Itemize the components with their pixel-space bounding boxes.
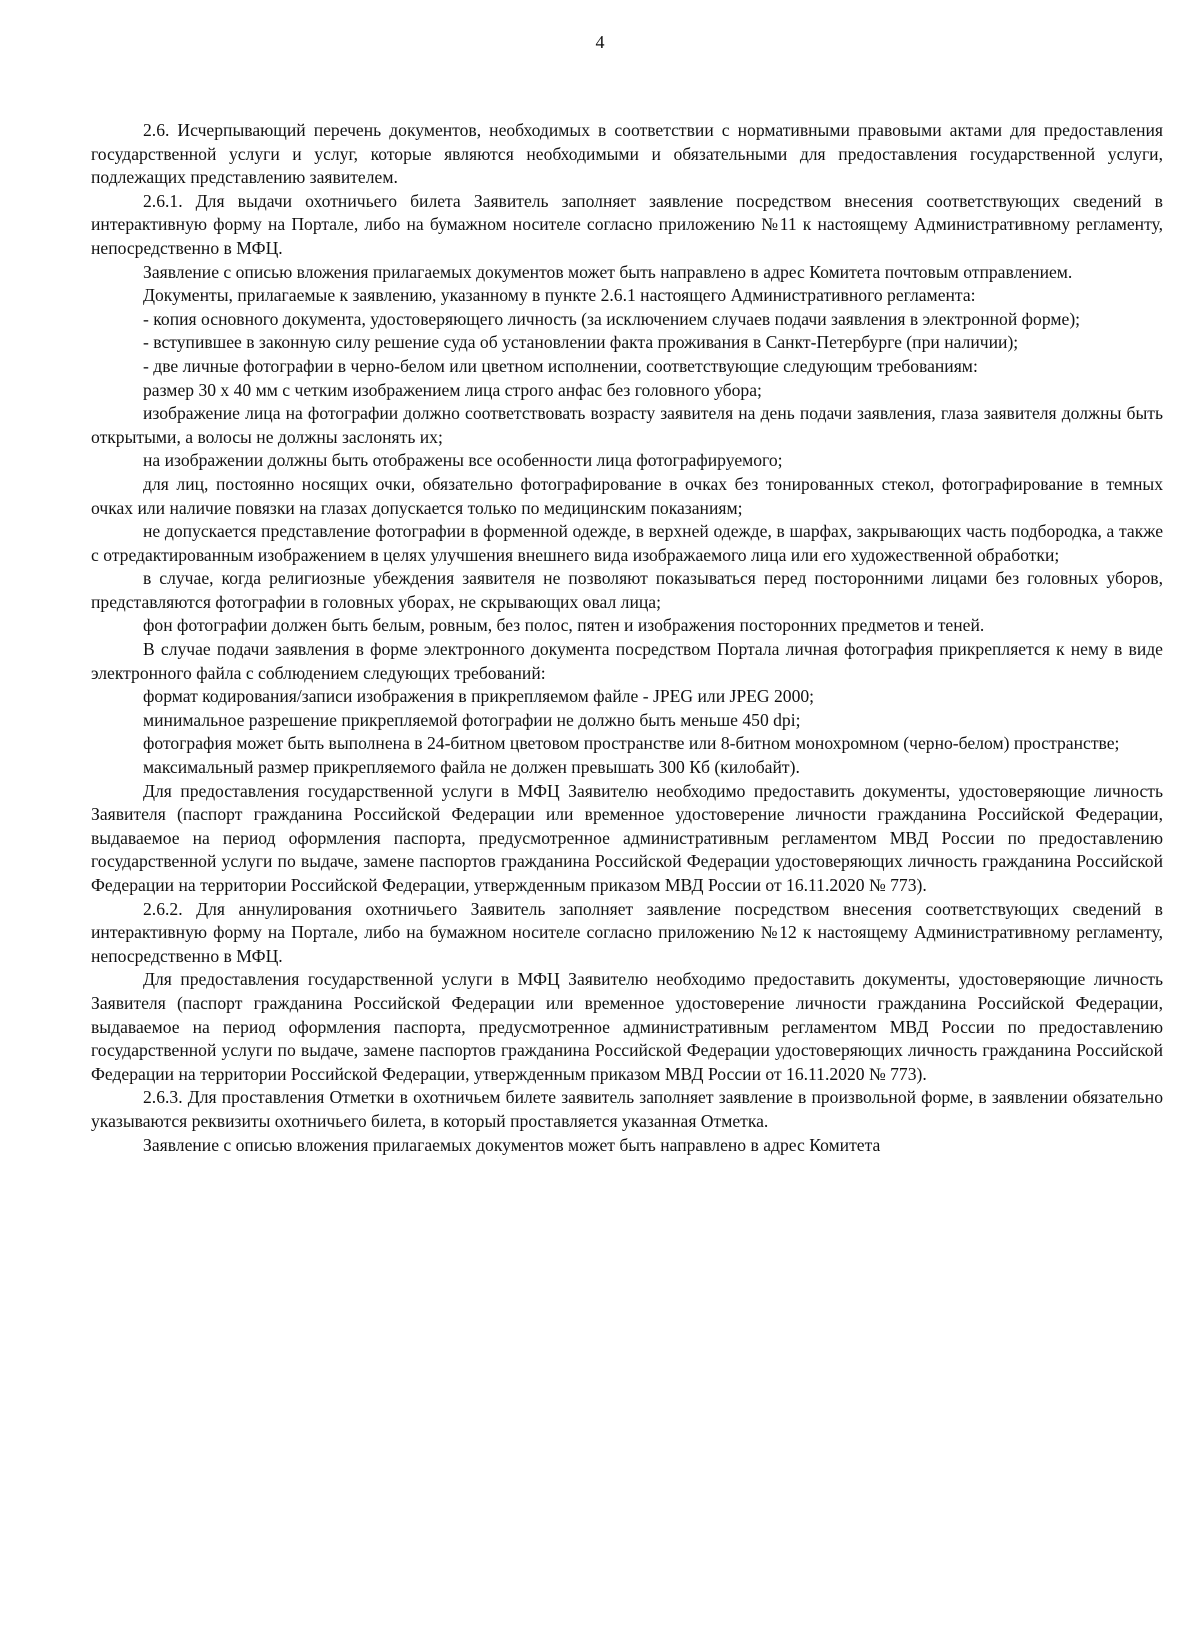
list-item-identity-copy: - копия основного документа, удостоверяющего личность (за исключением случаев подачи заявления в электронной форме);: [143, 308, 1081, 329]
paragraph-2-6-1: 2.6.1. Для выдачи охотничьего билета Заявитель заполняет заявление посредством внесения соответствующих сведений в интерактивную форму на Портале, либо на бумажном носителе согласно приложению №11 к настоящему Административному регламенту, непосредственно в МФЦ.: [91, 190, 1163, 258]
paragraph-2-6-heading: 2.6. Исчерпывающий перечень документов, необходимых в соответствии с нормативными правовыми актами для предоставления государственной услуги и услуг, которые являются необходимыми и обязательными для предоставления государственной услуги, подлежащих представлению заявителем.: [91, 120, 1163, 188]
paragraph-2-6-2: 2.6.2. Для аннулирования охотничьего Заявитель заполняет заявление посредством внесения соответствующих сведений в интерактивную форму на Портале, либо на бумажном носителе согласно приложению №12 к настоящему Административному регламенту, непосредственно в МФЦ.: [91, 898, 1163, 966]
paragraph-2-6-3: 2.6.3. Для проставления Отметки в охотничьем билете заявитель заполняет заявление в произвольной форме, в заявлении обязательно указываются реквизиты охотничьего билета, в который проставляется указанная Отметка.: [91, 1087, 1163, 1131]
photo-requirement-age: изображение лица на фотографии должно соответствовать возрасту заявителя на день подачи заявления, глаза заявителя должны быть открытыми, а волосы не должны заслонять их;: [91, 403, 1163, 447]
photo-requirement-background: фон фотографии должен быть белым, ровным, без полос, пятен и изображения посторонних предметов и теней.: [143, 615, 985, 636]
electronic-requirement-resolution: минимальное разрешение прикрепляемой фотографии не должно быть меньше 450 dpi;: [143, 709, 801, 730]
paragraph-documents-intro: Документы, прилагаемые к заявлению, указанному в пункте 2.6.1 настоящего Административного регламента:: [143, 285, 976, 306]
photo-requirement-glasses: для лиц, постоянно носящих очки, обязательно фотографирование в очках без тонированных стекол, фотографирование в темных очках или наличие повязки на глазах допускается только по медицинским показаниям;: [91, 473, 1163, 518]
paragraph-mail-submission-2: Заявление с описью вложения прилагаемых документов может быть направлено в адрес Комитета: [143, 1134, 881, 1155]
photo-requirement-clothing: не допускается представление фотографии в форменной одежде, в верхней одежде, в шарфах, закрывающих часть подбородка, а также с отредактированным изображением в целях улучшения внешнего вида изображаемого лица или его художественной обработки;: [91, 521, 1163, 565]
list-item-photos: - две личные фотографии в черно-белом или цветном исполнении, соответствующие следующим требованиям:: [143, 355, 978, 376]
document-body: [91, 119, 1163, 1157]
paragraph-electronic-photo: В случае подачи заявления в форме электронного документа посредством Портала личная фотография прикрепляется к нему в виде электронного файла с соблюдением следующих требований:: [91, 639, 1163, 683]
page-number: 4: [595, 32, 605, 52]
photo-requirement-size: размер 30 х 40 мм с четким изображением лица строго анфас без головного убора;: [143, 379, 762, 400]
electronic-requirement-file-size: максимальный размер прикрепляемого файла не должен превышать 300 Кб (килобайт).: [143, 757, 800, 778]
photo-requirement-features: на изображении должны быть отображены все особенности лица фотографируемого;: [143, 450, 783, 471]
photo-requirement-religious: в случае, когда религиозные убеждения заявителя не позволяют показываться перед посторонними лицами без головных уборов, представляются фотографии в головных уборах, не скрывающих овал лица;: [91, 568, 1163, 612]
paragraph-mail-submission: Заявление с описью вложения прилагаемых документов может быть направлено в адрес Комитета почтовым отправлением.: [143, 261, 1073, 282]
paragraph-mfc-identity-1: Для предоставления государственной услуги в МФЦ Заявителю необходимо предоставить документы, удостоверяющие личность Заявителя (паспорт гражданина Российской Федерации или временное удостоверение личности гражданина Российской Федерации, выдаваемое на период оформления паспорта, предусмотренное административным регламентом МВД России по предоставлению государственной услуги по выдаче, замене паспортов гражданина Российской Федерации удостоверяющих личность гражданина Российской Федерации на территории Российской Федерации, утвержденным приказом МВД России от 16.11.2020 № 773).: [91, 780, 1163, 895]
electronic-requirement-format: формат кодирования/записи изображения в прикрепляемом файле - JPEG или JPEG 2000;: [143, 686, 815, 707]
paragraph-mfc-identity-2: Для предоставления государственной услуги в МФЦ Заявителю необходимо предоставить документы, удостоверяющие личность Заявителя (паспорт гражданина Российской Федерации или временное удостоверение личности гражданина Российской Федерации, выдаваемое на период оформления паспорта, предусмотренное административным регламентом МВД России по предоставлению государственной услуги по выдаче, замене паспортов гражданина Российской Федерации удостоверяющих личность гражданина Российской Федерации на территории Российской Федерации, утвержденным приказом МВД России от 16.11.2020 № 773).: [91, 969, 1163, 1084]
list-item-court-decision: - вступившее в законную силу решение суда об установлении факта проживания в Санкт-Петербурге (при наличии);: [143, 332, 1019, 353]
electronic-requirement-color-depth: фотография может быть выполнена в 24-битном цветовом пространстве или 8-битном монохромном (черно-белом) пространстве;: [143, 733, 1120, 754]
